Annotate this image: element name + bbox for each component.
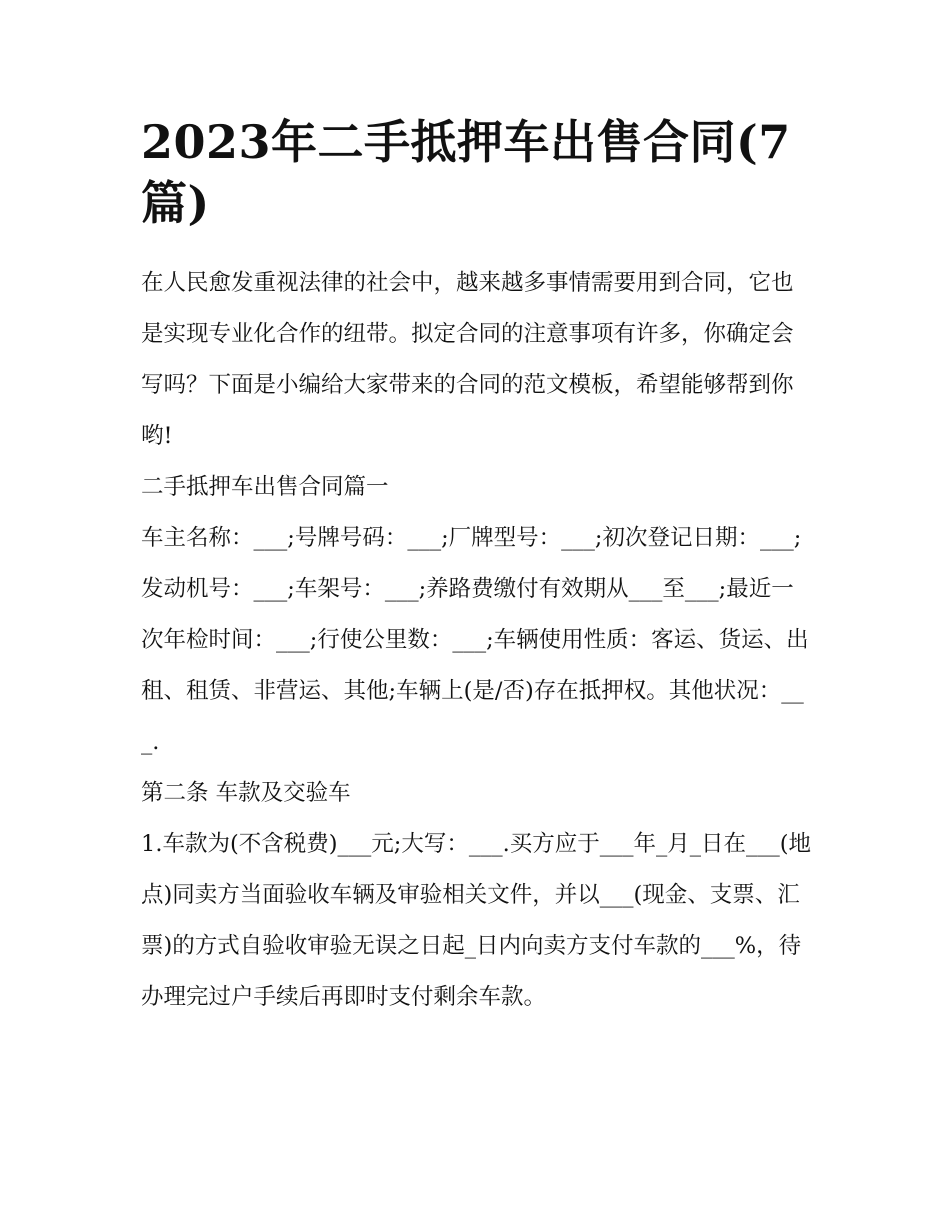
vehicle-info-paragraph: 车主名称：___;号牌号码：___;厂牌型号：___;初次登记日期：___;发动机号：___;车架号：___;养路费缴付有效期从___至___;最近一次年检时间：___;行使公里数：___;车辆使用性质：客运、货运、出租、租赁、非营运、其他;车辆上(是/否)存在抵押权。其他状况：___. [141, 525, 809, 756]
intro-paragraph: 在人民愈发重视法律的社会中，越来越多事情需要用到合同，它也是实现专业化合作的纽带。拟定合同的注意事项有许多，你确定会写吗？下面是小编给大家带来的合同的范文模板，希望能够帮到你哟! [141, 270, 794, 450]
article-heading: 第二条 车款及交验车 [141, 780, 351, 807]
section-heading: 二手抵押车出售合同篇一 [141, 474, 389, 501]
article-clause-1: 1.车款为(不含税费)___元;大写：___.买方应于___年_月_日在___(地点)同卖方当面验收车辆及审验相关文件，并以___(现金、支票、汇票)的方式自验收审验无误之日起_日内向卖方支付车款的___%，待办理完过户手续后再即时支付剩余车款。 [141, 831, 812, 1011]
document-body [141, 258, 813, 1023]
document-page [141, 112, 813, 1023]
document-title: 2023年二手抵押车出售合同(7篇) [141, 115, 791, 231]
